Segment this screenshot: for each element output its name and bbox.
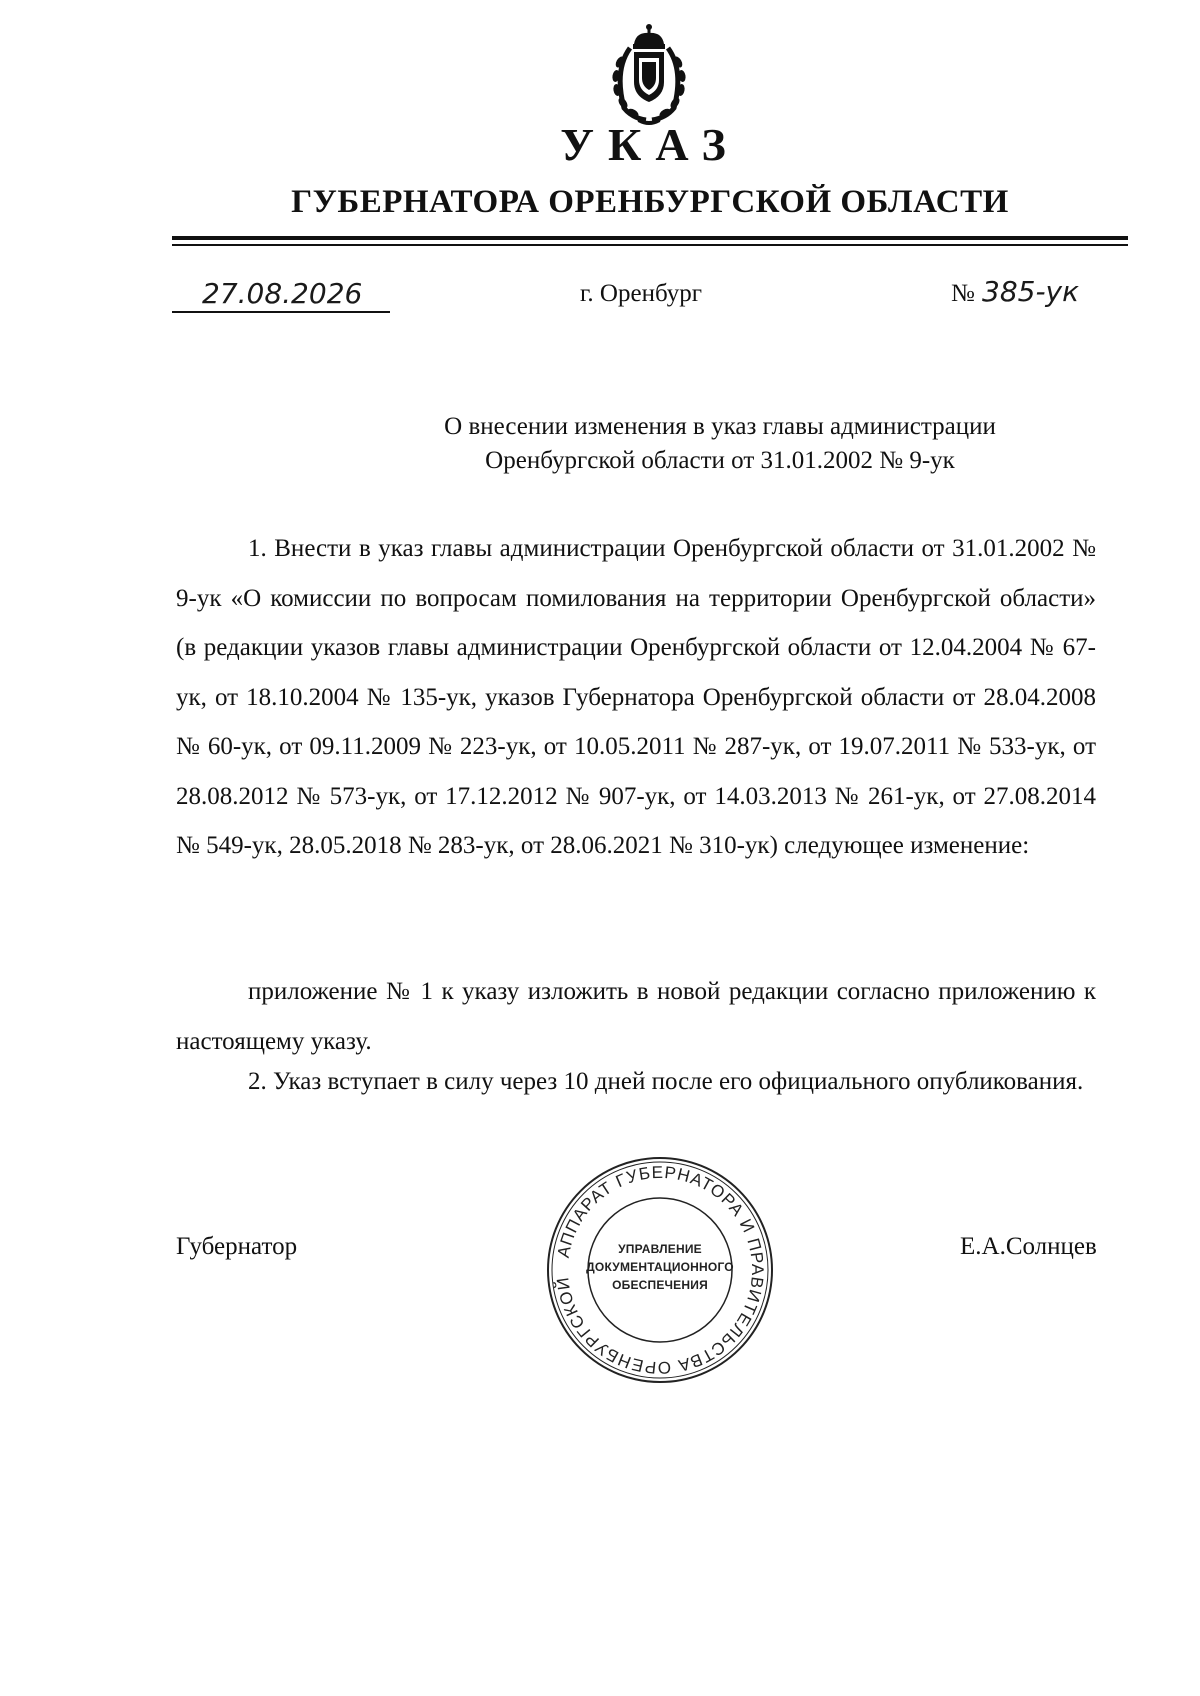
number-sign: №: [951, 280, 975, 307]
paragraph-2: приложение № 1 к указу изложить в новой редакции согласно приложению к настоящему указу.: [176, 978, 1096, 1055]
official-stamp: [540, 1150, 780, 1390]
document-title: УКАЗ: [560, 119, 740, 170]
document-subtitle: ГУБЕРНАТОРА ОРЕНБУРГСКОЙ ОБЛАСТИ: [291, 184, 1009, 220]
paragraph-3: 2. Указ вступает в силу через 10 дней после его официального опубликования.: [248, 1068, 1084, 1095]
paragraph-1: 1. Внести в указ главы администрации Оренбургской области от 31.01.2002 № 9-ук «О комиссии по вопросам помилования на территории Оренбургской области» (в редакции указов главы администрации Оренбургской области от 12.04.2004 № 67-ук, от 18.10.2004 № 135-ук, указов Губернатора Оренбургской области от 28.04.2008 № 60-ук, от 09.11.2009 № 223-ук, от 10.05.2011 № 287-ук, от 19.07.2011 № 533-ук, от 28.08.2012 № 573-ук, от 17.12.2012 № 907-ук, от 14.03.2013 № 261-ук, от 27.08.2014 № 549-ук, 28.05.2018 № 283-ук, от 28.06.2021 № 310-ук) следующее изменение:: [176, 535, 1096, 859]
decree-city: г. Оренбург: [580, 280, 702, 307]
date-underline: [172, 311, 390, 313]
stamp-center-line-1: УПРАВЛЕНИЕ: [618, 1242, 702, 1256]
stamp-center-line-2: ДОКУМЕНТАЦИОННОГО: [586, 1260, 734, 1274]
decree-date: 27.08.2026: [202, 277, 363, 310]
header-rule-thin: [172, 244, 1128, 246]
heading-line-2: Оренбургской области от 31.01.2002 № 9-ук: [485, 447, 955, 474]
stamp-center-line-3: ОБЕСПЕЧЕНИЯ: [612, 1278, 708, 1292]
heading-line-1: О внесении изменения в указ главы администрации: [444, 413, 996, 440]
coat-of-arms-emblem: [606, 22, 692, 126]
signatory-title: Губернатор: [176, 1233, 298, 1260]
stamp-ring-text: АППАРАТ ГУБЕРНАТОРА И ПРАВИТЕЛЬСТВА ОРЕНБУРГСКОЙ: [553, 1162, 768, 1378]
header-rule-thick: [172, 236, 1128, 240]
decree-heading: [330, 410, 1110, 478]
decree-number: 385-ук: [982, 275, 1080, 308]
signatory-name: Е.А.Солнцев: [960, 1233, 1097, 1260]
